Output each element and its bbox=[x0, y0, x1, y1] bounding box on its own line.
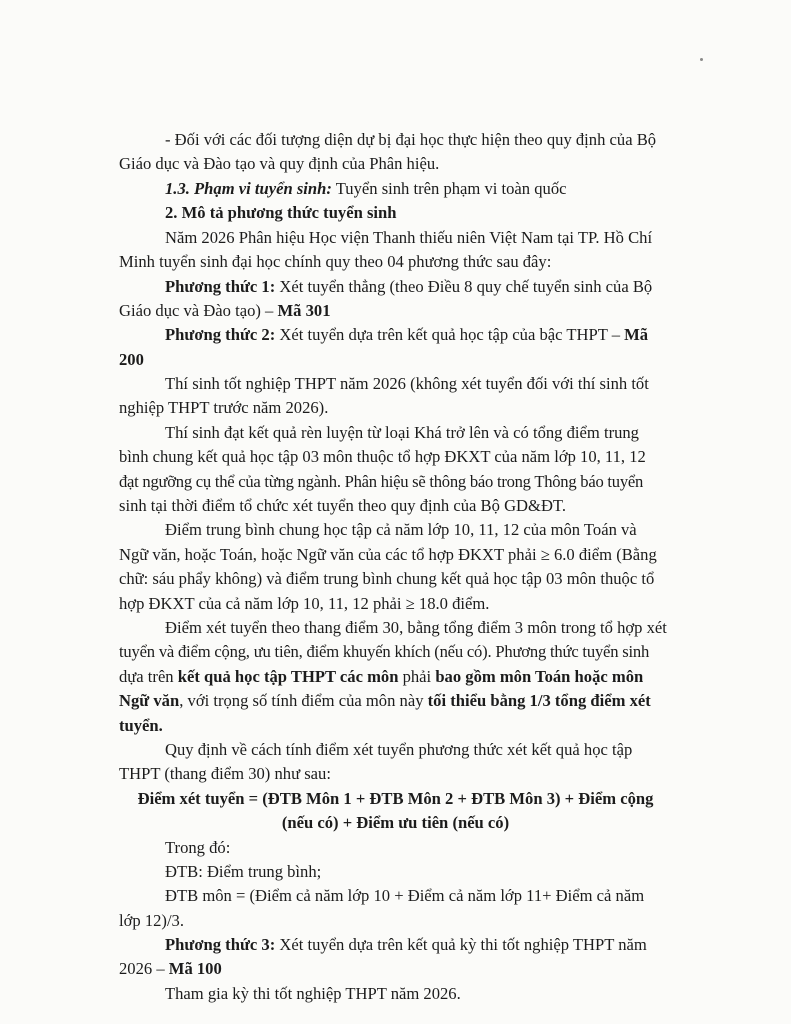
text: Xét tuyển dựa trên kết quả học tập của bậc THPT – bbox=[275, 325, 625, 344]
text: Giáo dục và Đào tạo) – bbox=[119, 301, 278, 320]
text: đạt ngưỡng cụ thể của từng ngành. Phân hiệu sẽ thông báo trong Thông báo tuyển bbox=[119, 472, 644, 491]
paragraph-line bbox=[0, 300, 791, 322]
paragraph-line bbox=[0, 129, 791, 151]
method-2-line bbox=[0, 324, 791, 346]
paragraph-line bbox=[0, 861, 791, 883]
text: sinh tại thời điểm tổ chức xét tuyển theo quy định của Bộ GD&ĐT. bbox=[119, 496, 566, 515]
text: Thí sinh tốt nghiệp THPT năm 2026 (không xét tuyển đối với thí sinh tốt bbox=[165, 374, 649, 393]
method-code: Mã 100 bbox=[168, 959, 222, 978]
paragraph-line bbox=[0, 666, 791, 688]
method-label: Phương thức 2: bbox=[165, 325, 276, 344]
paragraph-line bbox=[0, 373, 791, 395]
paragraph-line bbox=[0, 910, 791, 932]
paragraph-line bbox=[0, 690, 791, 712]
paragraph-line bbox=[0, 519, 791, 541]
text: bình chung kết quả học tập 03 môn thuộc tổ hợp ĐKXT của năm lớp 10, 11, 12 bbox=[119, 447, 646, 466]
paragraph-line bbox=[0, 251, 791, 273]
scan-speck bbox=[700, 58, 703, 61]
paragraph-line bbox=[0, 446, 791, 468]
section-heading bbox=[0, 202, 791, 224]
method-code: Mã bbox=[624, 325, 649, 344]
method-label: Phương thức 1: bbox=[165, 277, 276, 296]
text: THPT (thang điểm 30) như sau: bbox=[119, 764, 331, 783]
paragraph-line bbox=[0, 227, 791, 249]
paragraph-line bbox=[0, 617, 791, 639]
paragraph-line bbox=[0, 349, 791, 371]
paragraph-line bbox=[0, 958, 791, 980]
paragraph-line bbox=[0, 153, 791, 175]
text: dựa trên bbox=[119, 667, 178, 686]
text: Trong đó: bbox=[165, 838, 231, 857]
text: hợp ĐKXT của cả năm lớp 10, 11, 12 phải ≥ 18.0 điểm. bbox=[119, 594, 490, 613]
paragraph-line bbox=[0, 568, 791, 590]
method-1-line bbox=[0, 276, 791, 298]
emphasis: bao gồm môn Toán hoặc môn bbox=[435, 667, 644, 686]
paragraph-line bbox=[0, 641, 791, 663]
text: Minh tuyển sinh đại học chính quy theo 04 phương thức sau đây: bbox=[119, 252, 552, 271]
text: ĐTB môn = (Điểm cả năm lớp 10 + Điểm cả năm lớp 11+ Điểm cả năm bbox=[165, 886, 645, 905]
formula-text: (nếu có) + Điểm ưu tiên (nếu có) bbox=[281, 813, 510, 832]
paragraph-line bbox=[0, 739, 791, 761]
paragraph-line bbox=[0, 763, 791, 785]
text: - Đối với các đối tượng diện dự bị đại học thực hiện theo quy định của Bộ bbox=[165, 130, 657, 149]
paragraph-line bbox=[0, 422, 791, 444]
text: Thí sinh đạt kết quả rèn luyện từ loại Khá trở lên và có tổng điểm trung bbox=[165, 423, 639, 442]
section-number-label: 1.3. Phạm vi tuyển sinh: bbox=[165, 179, 332, 198]
text: phải bbox=[398, 667, 436, 686]
text: chữ: sáu phẩy không) và điểm trung bình chung kết quả học tập 03 môn thuộc tổ bbox=[119, 569, 655, 588]
text: Tuyển sinh trên phạm vi toàn quốc bbox=[331, 179, 567, 198]
text: ĐTB: Điểm trung bình; bbox=[165, 862, 322, 881]
formula-line bbox=[0, 812, 791, 834]
formula-line bbox=[0, 788, 791, 810]
text: tuyển và điểm cộng, ưu tiên, điểm khuyến khích (nếu có). Phương thức tuyển sinh bbox=[119, 642, 650, 661]
paragraph-line bbox=[0, 885, 791, 907]
text: Giáo dục và Đào tạo và quy định của Phân hiệu. bbox=[119, 154, 440, 173]
text: 2026 – bbox=[119, 959, 169, 978]
text: lớp 12)/3. bbox=[119, 911, 185, 930]
paragraph-line bbox=[0, 837, 791, 859]
emphasis: tuyển. bbox=[119, 716, 163, 735]
section-heading bbox=[0, 178, 791, 200]
paragraph-line bbox=[0, 544, 791, 566]
paragraph-line bbox=[0, 715, 791, 737]
method-code: 200 bbox=[119, 350, 144, 369]
paragraph-line bbox=[0, 471, 791, 493]
text: Ngữ văn, hoặc Toán, hoặc Ngữ văn của các tổ hợp ĐKXT phải ≥ 6.0 điểm (Bằng bbox=[119, 545, 657, 564]
text: , với trọng số tính điểm của môn này bbox=[179, 691, 428, 710]
emphasis: kết quả học tập THPT các môn bbox=[177, 667, 399, 686]
paragraph-line bbox=[0, 983, 791, 1005]
text: Điểm xét tuyển theo thang điểm 30, bằng tổng điểm 3 môn trong tổ hợp xét bbox=[165, 618, 667, 637]
paragraph-line bbox=[0, 495, 791, 517]
paragraph-line bbox=[0, 397, 791, 419]
text: Điểm trung bình chung học tập cả năm lớp 10, 11, 12 của môn Toán và bbox=[165, 520, 637, 539]
text: Năm 2026 Phân hiệu Học viện Thanh thiếu niên Việt Nam tại TP. Hồ Chí bbox=[165, 228, 653, 247]
formula-text: Điểm xét tuyển = (ĐTB Môn 1 + ĐTB Môn 2 + ĐTB Môn 3) + Điểm cộng bbox=[137, 789, 654, 808]
text: nghiệp THPT trước năm 2026). bbox=[119, 398, 329, 417]
text: Xét tuyển thẳng (theo Điều 8 quy chế tuyển sinh của Bộ bbox=[275, 277, 653, 296]
text: Tham gia kỳ thi tốt nghiệp THPT năm 2026. bbox=[165, 984, 461, 1003]
emphasis: Ngữ văn bbox=[119, 691, 180, 710]
emphasis: tối thiểu bằng 1/3 tổng điểm xét bbox=[427, 691, 651, 710]
text: Xét tuyển dựa trên kết quả kỳ thi tốt nghiệp THPT năm bbox=[275, 935, 647, 954]
paragraph-line bbox=[0, 593, 791, 615]
method-code: Mã 301 bbox=[277, 301, 331, 320]
method-label: Phương thức 3: bbox=[165, 935, 276, 954]
heading-text: 2. Mô tả phương thức tuyển sinh bbox=[165, 203, 397, 222]
method-3-line bbox=[0, 934, 791, 956]
text: Quy định về cách tính điểm xét tuyển phương thức xét kết quả học tập bbox=[165, 740, 633, 759]
